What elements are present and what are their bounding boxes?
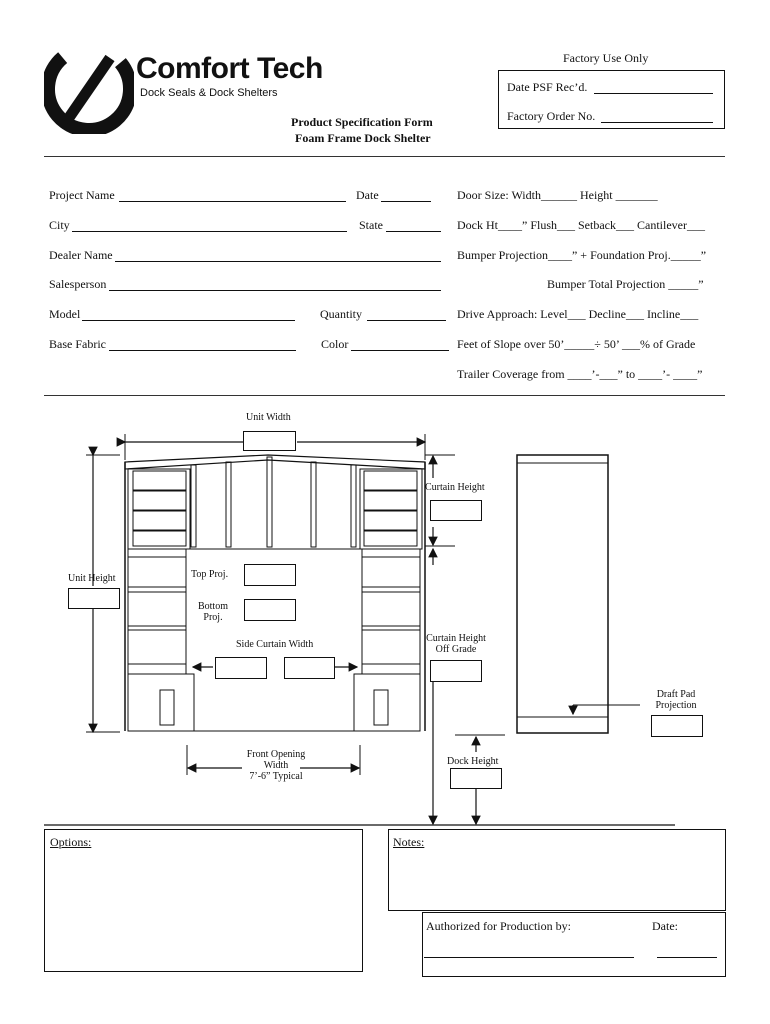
shelter-diagram bbox=[0, 400, 770, 830]
base-fabric-label: Base Fabric bbox=[49, 337, 106, 351]
options-box[interactable] bbox=[44, 829, 363, 972]
bottom-proj-label bbox=[194, 601, 232, 623]
project-name-field[interactable] bbox=[119, 201, 346, 202]
curtain-height-input[interactable] bbox=[430, 500, 482, 521]
quantity-field[interactable] bbox=[367, 320, 446, 321]
date-psf-label: Date PSF Rec’d. bbox=[507, 80, 588, 94]
model-label: Model bbox=[49, 307, 81, 321]
draft-pad-line2: Projection bbox=[655, 700, 697, 711]
bumper-total-field[interactable]: Bumper Total Projection _____” bbox=[547, 277, 704, 291]
bumper-projection-field[interactable]: Bumper Projection____” + Foundation Proj._____” bbox=[457, 248, 707, 262]
top-proj-input[interactable] bbox=[244, 564, 296, 586]
color-label: Color bbox=[321, 337, 349, 351]
bottom-proj-input[interactable] bbox=[244, 599, 296, 621]
notes-label: Notes: bbox=[393, 835, 425, 849]
authorized-label: Authorized for Production by: bbox=[426, 919, 571, 933]
state-field[interactable] bbox=[386, 231, 441, 232]
header-divider bbox=[44, 156, 725, 157]
logo-mark-icon bbox=[44, 44, 134, 134]
dealer-name-label: Dealer Name bbox=[49, 248, 113, 262]
city-field[interactable] bbox=[72, 231, 347, 232]
notes-box[interactable] bbox=[388, 829, 726, 911]
curtain-height-off-grade-input[interactable] bbox=[430, 660, 482, 682]
draft-pad-label bbox=[645, 689, 707, 711]
quantity-label: Quantity bbox=[320, 307, 362, 321]
feet-of-slope-field[interactable]: Feet of Slope over 50’_____÷ 50’ ___% of Grade bbox=[457, 337, 696, 351]
front-opening-line3: 7’-6” Typical bbox=[249, 771, 303, 782]
project-name-label: Project Name bbox=[49, 188, 115, 202]
front-opening-label bbox=[236, 749, 316, 782]
dock-height-label: Dock Height bbox=[447, 756, 499, 767]
authorized-signature-field[interactable] bbox=[424, 957, 634, 958]
date-field[interactable] bbox=[381, 201, 431, 202]
city-label: City bbox=[49, 218, 70, 232]
form-title: Product Specification Form bbox=[291, 115, 433, 129]
model-field[interactable] bbox=[82, 320, 295, 321]
state-label: State bbox=[359, 218, 383, 232]
dealer-name-field[interactable] bbox=[115, 261, 441, 262]
form-subtitle: Foam Frame Dock Shelter bbox=[295, 131, 431, 145]
brand-tagline: Dock Seals & Dock Shelters bbox=[140, 87, 278, 99]
fields-divider bbox=[44, 395, 725, 396]
unit-width-input[interactable] bbox=[243, 431, 296, 451]
side-curtain-width-label: Side Curtain Width bbox=[236, 639, 314, 650]
top-proj-label: Top Proj. bbox=[191, 569, 229, 580]
factory-order-field[interactable] bbox=[601, 122, 713, 123]
curtain-height-label: Curtain Height bbox=[425, 482, 485, 493]
dock-ht-field[interactable]: Dock Ht____” Flush___ Setback___ Cantilever___ bbox=[457, 218, 705, 232]
date-psf-field[interactable] bbox=[594, 93, 713, 94]
unit-height-input[interactable] bbox=[68, 588, 120, 609]
salesperson-field[interactable] bbox=[109, 290, 441, 291]
unit-width-label: Unit Width bbox=[246, 412, 291, 423]
factory-order-label: Factory Order No. bbox=[507, 109, 596, 123]
side-curtain-width-input-left[interactable] bbox=[215, 657, 267, 679]
bottom-proj-line1: Bottom bbox=[197, 601, 228, 612]
dock-height-input[interactable] bbox=[450, 768, 502, 789]
curtain-off-grade-line1: Curtain Height bbox=[426, 633, 486, 644]
trailer-coverage-field[interactable]: Trailer Coverage from ____’-___” to ____’- ____” bbox=[457, 367, 703, 381]
salesperson-label: Salesperson bbox=[49, 277, 107, 291]
draft-pad-line1: Draft Pad bbox=[656, 689, 696, 700]
front-opening-line1: Front Opening bbox=[246, 749, 306, 760]
unit-height-label: Unit Height bbox=[68, 573, 116, 584]
date-label: Date bbox=[356, 188, 379, 202]
drive-approach-field[interactable]: Drive Approach: Level___ Decline___ Incline___ bbox=[457, 307, 699, 321]
draft-pad-input[interactable] bbox=[651, 715, 703, 737]
color-field[interactable] bbox=[351, 350, 449, 351]
auth-date-field[interactable] bbox=[657, 957, 717, 958]
side-curtain-width-input-right[interactable] bbox=[284, 657, 335, 679]
curtain-off-grade-line2: Off Grade bbox=[435, 644, 477, 655]
options-label: Options: bbox=[50, 835, 92, 849]
base-fabric-field[interactable] bbox=[109, 350, 296, 351]
factory-use-label: Factory Use Only bbox=[563, 51, 649, 65]
front-opening-line2: Width bbox=[263, 760, 289, 771]
door-size-field[interactable]: Door Size: Width______ Height _______ bbox=[457, 188, 658, 202]
bottom-proj-line2: Proj. bbox=[203, 612, 223, 623]
brand-name: Comfort Tech bbox=[136, 52, 323, 85]
auth-date-label: Date: bbox=[652, 919, 678, 933]
curtain-height-off-grade-label bbox=[420, 633, 492, 655]
